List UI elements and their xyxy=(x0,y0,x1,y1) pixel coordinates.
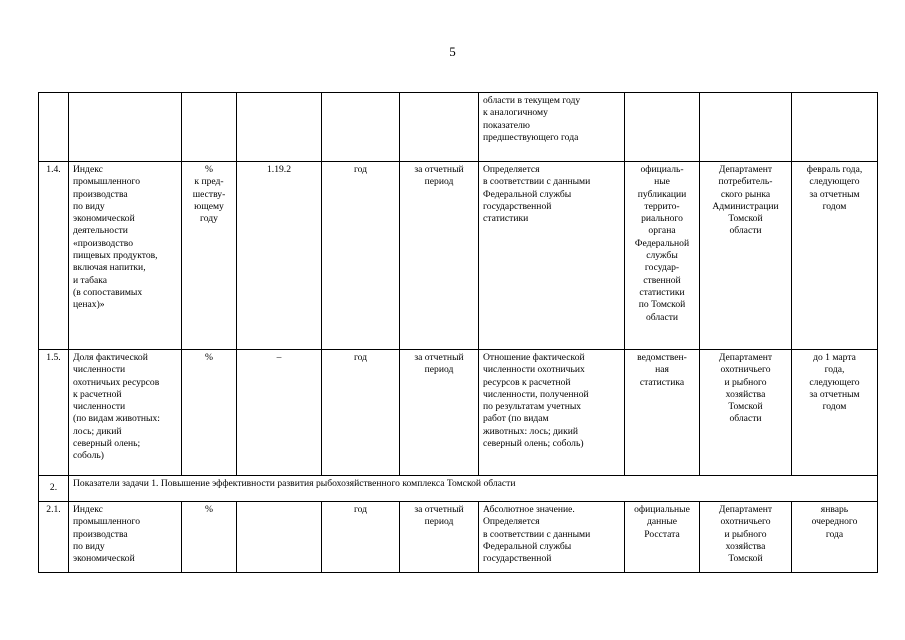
row-number: 1.5. xyxy=(39,350,69,476)
indicator-code xyxy=(237,93,322,162)
calculation-method: Отношение фактической численности охотничьих ресурсов к расчетной численности, полученной по результатам учетных работ (по видам животных: лось; дикий северный олень; соболь) xyxy=(479,350,625,476)
frequency: год xyxy=(322,502,400,573)
indicator-name xyxy=(69,93,182,162)
table-row xyxy=(39,93,878,162)
deadline: январь очередного года xyxy=(792,502,878,573)
calculation-method: области в текущем году к аналогичному показателю предшествующего года xyxy=(479,93,625,162)
unit-of-measure: % к пред- шеству- ющему году xyxy=(182,162,237,350)
indicator-name: Доля фактической численности охотничьих ресурсов к расчетной численности (по видам животных: лось; дикий северный олень; соболь) xyxy=(69,350,182,476)
deadline: до 1 марта года, следующего за отчетным годом xyxy=(792,350,878,476)
data-source: ведомствен- ная статистика xyxy=(625,350,700,476)
unit-of-measure: % xyxy=(182,350,237,476)
indicator-code xyxy=(237,502,322,573)
deadline xyxy=(792,93,878,162)
page-number: 5 xyxy=(449,44,456,59)
indicator-code: – xyxy=(237,350,322,476)
deadline: февраль года, следующего за отчетным годом xyxy=(792,162,878,350)
indicators-table xyxy=(38,92,878,573)
unit-of-measure: % xyxy=(182,502,237,573)
time-characteristic: за отчетный период xyxy=(400,350,479,476)
table-row xyxy=(39,350,878,476)
responsible-department xyxy=(700,93,792,162)
responsible-department: Департамент потребитель- ского рынка Администрации Томской области xyxy=(700,162,792,350)
time-characteristic xyxy=(400,93,479,162)
frequency xyxy=(322,93,400,162)
section-number: 2. xyxy=(39,476,69,502)
row-number: 1.4. xyxy=(39,162,69,350)
responsible-department: Департамент охотничьего и рыбного хозяйства Томской xyxy=(700,502,792,573)
frequency: год xyxy=(322,162,400,350)
indicator-name: Индекс промышленного производства по виду экономической xyxy=(69,502,182,573)
table-row xyxy=(39,502,878,573)
row-number xyxy=(39,93,69,162)
calculation-method: Определяется в соответствии с данными Федеральной службы государственной статистики xyxy=(479,162,625,350)
section-title: Показатели задачи 1. Повышение эффективности развития рыбохозяйственного комплекса Томской области xyxy=(69,476,878,502)
time-characteristic: за отчетный период xyxy=(400,502,479,573)
calculation-method: Абсолютное значение. Определяется в соответствии с данными Федеральной службы государственной xyxy=(479,502,625,573)
section-row xyxy=(39,476,878,502)
responsible-department: Департамент охотничьего и рыбного хозяйства Томской области xyxy=(700,350,792,476)
time-characteristic: за отчетный период xyxy=(400,162,479,350)
table-row xyxy=(39,162,878,350)
indicator-name: Индекс промышленного производства по виду экономической деятельности «производство пищевых продуктов, включая напитки, и табака (в сопоставимых ценах)» xyxy=(69,162,182,350)
indicator-code: 1.19.2 xyxy=(237,162,322,350)
row-number: 2.1. xyxy=(39,502,69,573)
unit-of-measure xyxy=(182,93,237,162)
data-source: официаль- ные публикации террито- риального органа Федеральной службы государ- ственной статистики по Томской области xyxy=(625,162,700,350)
data-source xyxy=(625,93,700,162)
frequency: год xyxy=(322,350,400,476)
data-source: официальные данные Росстата xyxy=(625,502,700,573)
